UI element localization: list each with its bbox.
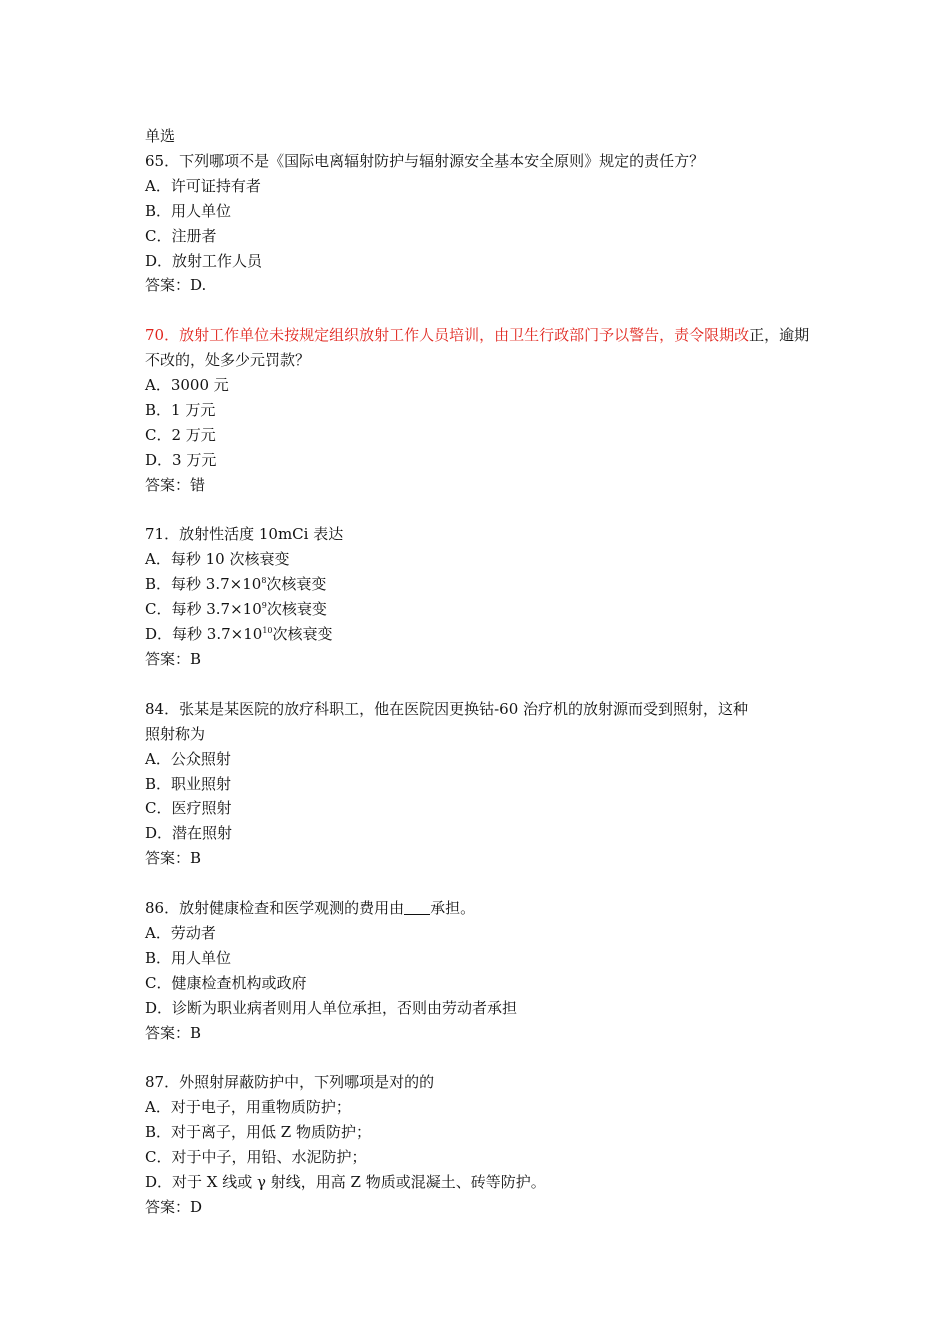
option-d: D．对于 X 线或 γ 射线，用高 Z 物质或混凝土、砖等防护。 xyxy=(145,1172,546,1191)
answer: 答案：B xyxy=(145,650,202,668)
question-title: 71．放射性活度 10mCi 表达 xyxy=(145,525,344,544)
option-c: C．注册者 xyxy=(145,226,217,245)
option-d: D．3 万元 xyxy=(145,450,217,469)
option-b: B．用人单位 xyxy=(145,948,232,967)
option-a: A．公众照射 xyxy=(145,749,231,768)
question-71 xyxy=(145,522,815,671)
answer: 答案：B xyxy=(145,1023,202,1042)
option-b: B．用人单位 xyxy=(145,201,232,220)
spacer xyxy=(145,871,815,896)
option-c: C．健康检查机构或政府 xyxy=(145,973,307,992)
option-text: B．每秒 3.7×10 xyxy=(145,575,262,594)
question-title: 87．外照射屏蔽防护中，下列哪项是对的的 xyxy=(145,1073,435,1092)
spacer xyxy=(145,298,815,323)
option-d xyxy=(145,622,815,647)
question-86 xyxy=(145,896,815,1045)
question-title-line-2: 照射称为 xyxy=(145,724,206,743)
question-title xyxy=(145,323,815,373)
answer: 答案：错 xyxy=(145,475,206,494)
option-d: D．放射工作人员 xyxy=(145,251,263,270)
option-a: A．3000 元 xyxy=(145,376,229,395)
option-c xyxy=(145,597,815,622)
option-text-tail: 次核衰变 xyxy=(272,625,333,644)
title-text: 86．放射健康检查和医学观测的费用由 xyxy=(145,899,405,918)
document-page xyxy=(145,124,815,1220)
option-a: A．对于电子，用重物质防护； xyxy=(145,1098,351,1117)
answer: 答案：D xyxy=(145,1197,203,1216)
question-title-line-1: 84．张某是某医院的放疗科职工，他在医院因更换钴-60 治疗机的放射源而受到照射，这种 xyxy=(145,699,749,718)
option-c: C．医疗照射 xyxy=(145,799,232,818)
question-84 xyxy=(145,697,815,871)
option-c: C．对于中子，用铅、水泥防护； xyxy=(145,1148,367,1167)
option-b: B．对于离子，用低 Z 物质防护； xyxy=(145,1123,371,1142)
option-a: A．许可证持有者 xyxy=(145,176,261,195)
option-text: C．每秒 3.7×10 xyxy=(145,600,262,619)
option-b xyxy=(145,572,815,597)
exponent: 8 xyxy=(261,576,267,586)
question-70 xyxy=(145,323,815,497)
section-label: 单选 xyxy=(145,127,176,145)
spacer xyxy=(145,1045,815,1070)
highlighted-text: 70．放射工作单位未按规定组织放射工作人员培训，由卫生行政部门予以警告，责令限期改 xyxy=(145,326,750,345)
option-b: B．职业照射 xyxy=(145,774,232,793)
option-c: C．2 万元 xyxy=(145,425,216,444)
option-text: D．每秒 3.7×10 xyxy=(145,625,263,644)
fill-in-blank xyxy=(404,899,430,915)
answer: 答案：D. xyxy=(145,276,207,295)
question-87 xyxy=(145,1070,815,1219)
question-title xyxy=(145,896,815,921)
exponent: 9 xyxy=(261,601,267,611)
option-b: B．1 万元 xyxy=(145,400,216,419)
option-d: D．潜在照射 xyxy=(145,824,233,843)
option-d: D．诊断为职业病者则用人单位承担，否则由劳动者承担 xyxy=(145,998,518,1017)
title-rest: 正，逾期不改的，处多少元罚款？ xyxy=(145,326,810,370)
spacer xyxy=(145,672,815,697)
option-text-tail: 次核衰变 xyxy=(266,575,327,594)
answer: 答案：B xyxy=(145,849,202,868)
option-a: A．劳动者 xyxy=(145,923,216,942)
question-65 xyxy=(145,149,815,298)
exponent: 10 xyxy=(262,626,273,636)
option-a: A．每秒 10 次核衰变 xyxy=(145,550,290,569)
option-text-tail: 次核衰变 xyxy=(266,600,327,619)
spacer xyxy=(145,498,815,523)
title-text-tail: 承担。 xyxy=(430,899,476,918)
question-title: 65．下列哪项不是《国际电离辐射防护与辐射源安全基本安全原则》规定的责任方？ xyxy=(145,151,705,170)
